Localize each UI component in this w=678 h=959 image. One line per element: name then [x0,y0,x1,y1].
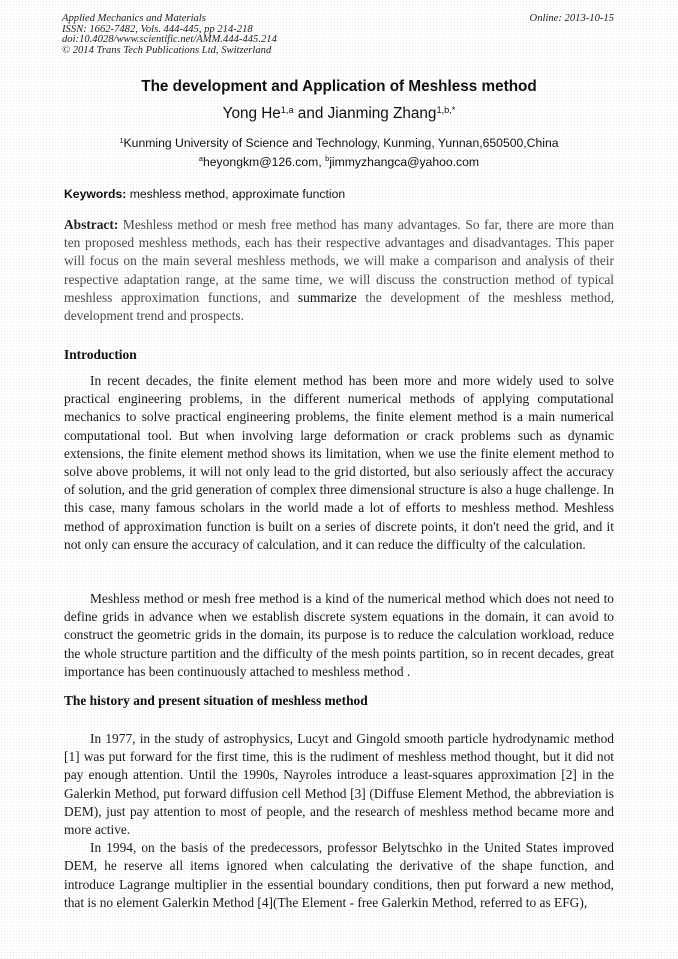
issn-line: ISSN: 1662-7482, Vols. 444-445, pp 214-218 [62,23,253,35]
body-paragraph: In 1977, in the study of astrophysics, Lucyt and Gingold smooth particle hydrodynamic method [1] was put forward for the first time, this is the rudiment of meshless method thought, but it did not pay enough attention. Until the 1990s, Nayroles introduce a least-squares approximation [2] in the Galerkin Method, put forward diffusion cell Method [3] (Diffuse Element Method, the abbreviation is DEM), just pay attention to most of people, and the research of meshless method became more and more active. [64,731,614,838]
body-paragraph: In recent decades, the finite element method has been more and more widely used to solve practical engineering problems, in the different numerical methods of applying computational mechanics to solve practical engineering problems, the finite element method is a main numerical computational tool. But when involving large deformation or crack problems such as dynamic extensions, the finite element method shows its limitation, when we use the finite element method to solve above problems, it will not only lead to the grid distorted, but also seriously affect the accuracy of solution, and the grid generation of complex three dimensional structure is also a huge challenge. In this case, many famous scholars in the world made a lot of efforts to meshless method. Meshless method of approximation function is built on a series of discrete points, it don't need the grid, and it not only can ensure the accuracy of calculation, and it can reduce the difficulty of the calculation. [64,373,614,552]
author-name: Yong He [222,105,281,122]
author-superscript: 1,a [280,104,294,115]
abstract-text: Meshless method or mesh free method has many advantages. So far, there are more than ten proposed meshless methods, each has their respective advantages and disadvantages. This paper will focus on the main several meshless methods, we will make a comparison and analysis of their respective adaptation range, at the same time, we will discuss the construction method of typical meshless approximation functions, and [64,217,614,305]
online-date: Online: 2013-10-15 [529,13,614,24]
author-name: Jianming Zhang [327,105,437,122]
email-link[interactable]: jimmyzhangca@yahoo.com [329,154,480,169]
section-heading-introduction: Introduction [64,347,137,362]
email-line [0,154,678,173]
author-line [0,105,678,123]
paper-title: The development and Application of Meshless method [141,78,537,95]
abstract-text: the development of the meshless method, development trend and prospects. [64,289,614,324]
publication-metadata [62,14,277,56]
keywords-line [64,187,624,201]
section-heading-history: The history and present situation of meshless method [64,693,368,708]
section-body-introduction [64,372,614,554]
journal-name: Applied Mechanics and Materials [62,13,206,24]
copyright-line: © 2014 Trans Tech Publications Ltd, Switzerland [62,44,272,56]
keywords-label: Keywords: [64,187,127,201]
affiliation-superscript: 1 [119,135,124,145]
email-separator: , [318,154,326,169]
keywords-text: meshless method, approximate function [126,187,346,201]
affiliation-block [0,135,678,172]
body-paragraph: Meshless method or mesh free method is a kind of the numerical method which does not need to define grids in advance when we establish discrete system equations in the domain, it can avoid to construct the geometric grids in the domain, its purpose is to reduce the calculation workload, reduce the whole structure partition and the difficulty of the mesh points partition, so in recent decades, great importance has been continuously attached to meshless method . [64,591,614,679]
abstract-label: Abstract: [64,217,119,232]
doi-line: doi:10.4028/www.scientific.net/AMM.444-445.214 [62,34,277,45]
affiliation-text: Kunming University of Science and Technology, Kunming, Yunnan,650500,China [123,136,559,150]
abstract-highlight: summarize [297,289,357,305]
body-paragraph: In 1994, on the basis of the predecessors, professor Belytschko in the United States improved DEM, he reserve all items ignored when calculating the derivative of the shape function, and introduce Lagrange multiplier in the essential boundary conditions, then put forward a new method, that is no element Galerkin Method [4](The Element - free Galerkin Method, referred to as EFG), [64,840,614,910]
email-superscript: b [325,154,330,164]
abstract-paragraph [64,216,614,325]
email-superscript: a [198,154,203,164]
affiliation-line [0,135,678,154]
section-body-introduction-2 [64,590,614,681]
author-superscript: 1,b,* [436,104,456,115]
email-link[interactable]: heyongkm@126.com [202,154,319,169]
author-joiner: and [293,105,328,122]
section-body-history [64,730,614,912]
